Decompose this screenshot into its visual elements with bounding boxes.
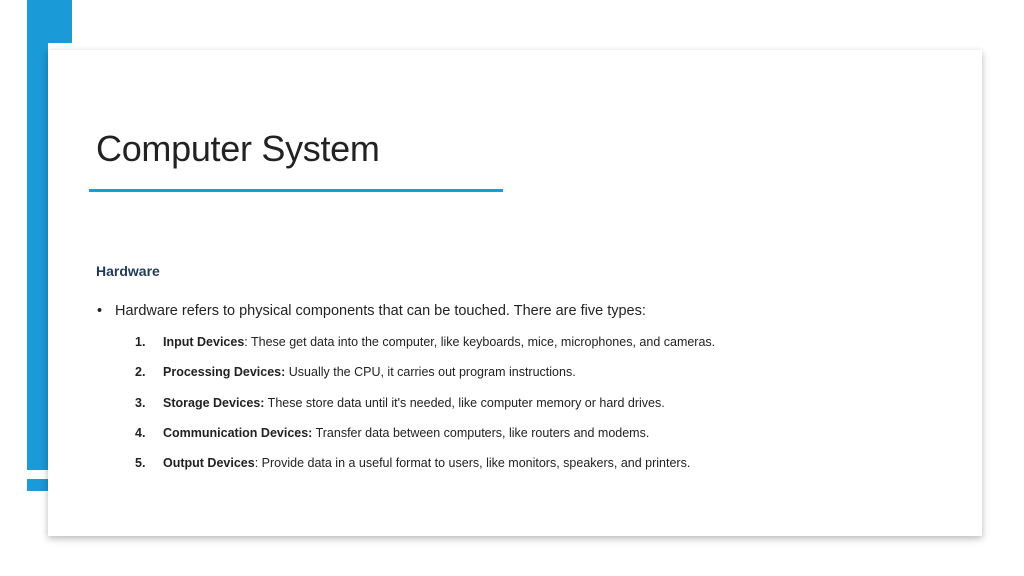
accent-bar-side <box>27 43 48 470</box>
item-number: 2. <box>135 365 146 380</box>
intro-bullet-text: Hardware refers to physical components that can be touched. There are five types: <box>115 303 646 319</box>
section-heading: Hardware <box>96 263 160 279</box>
item-term: Storage Devices: <box>163 395 265 410</box>
item-number: 4. <box>135 425 146 440</box>
hardware-types-list <box>135 333 715 484</box>
item-description: Usually the CPU, it carries out program instructions. <box>285 365 576 380</box>
item-separator: : <box>244 335 248 349</box>
intro-bullet <box>97 301 646 321</box>
bullet-marker: • <box>97 303 103 319</box>
item-description: Provide data in a useful format to users, like monitors, speakers, and printers. <box>258 456 691 471</box>
list-item <box>135 333 715 363</box>
list-item <box>135 424 715 454</box>
slide-title: Computer System <box>96 128 380 169</box>
item-term: Communication Devices: <box>163 425 313 440</box>
accent-bar-tab <box>27 479 48 491</box>
item-term: Input Devices <box>163 335 245 349</box>
item-description: Transfer data between computers, like routers and modems. <box>312 425 650 440</box>
item-description: These get data into the computer, like keyboards, mice, microphones, and cameras. <box>247 335 716 349</box>
title-underline <box>89 189 503 192</box>
accent-bar-top <box>27 0 72 43</box>
item-term: Processing Devices: <box>163 365 286 380</box>
item-separator: : <box>254 456 259 471</box>
item-number: 3. <box>135 395 146 410</box>
item-term: Output Devices <box>163 456 255 471</box>
item-number: 1. <box>135 335 146 349</box>
list-item <box>135 454 715 484</box>
list-item <box>135 363 715 393</box>
list-item <box>135 394 715 424</box>
item-description: These store data until it's needed, like computer memory or hard drives. <box>264 395 665 410</box>
item-number: 5. <box>135 456 146 471</box>
